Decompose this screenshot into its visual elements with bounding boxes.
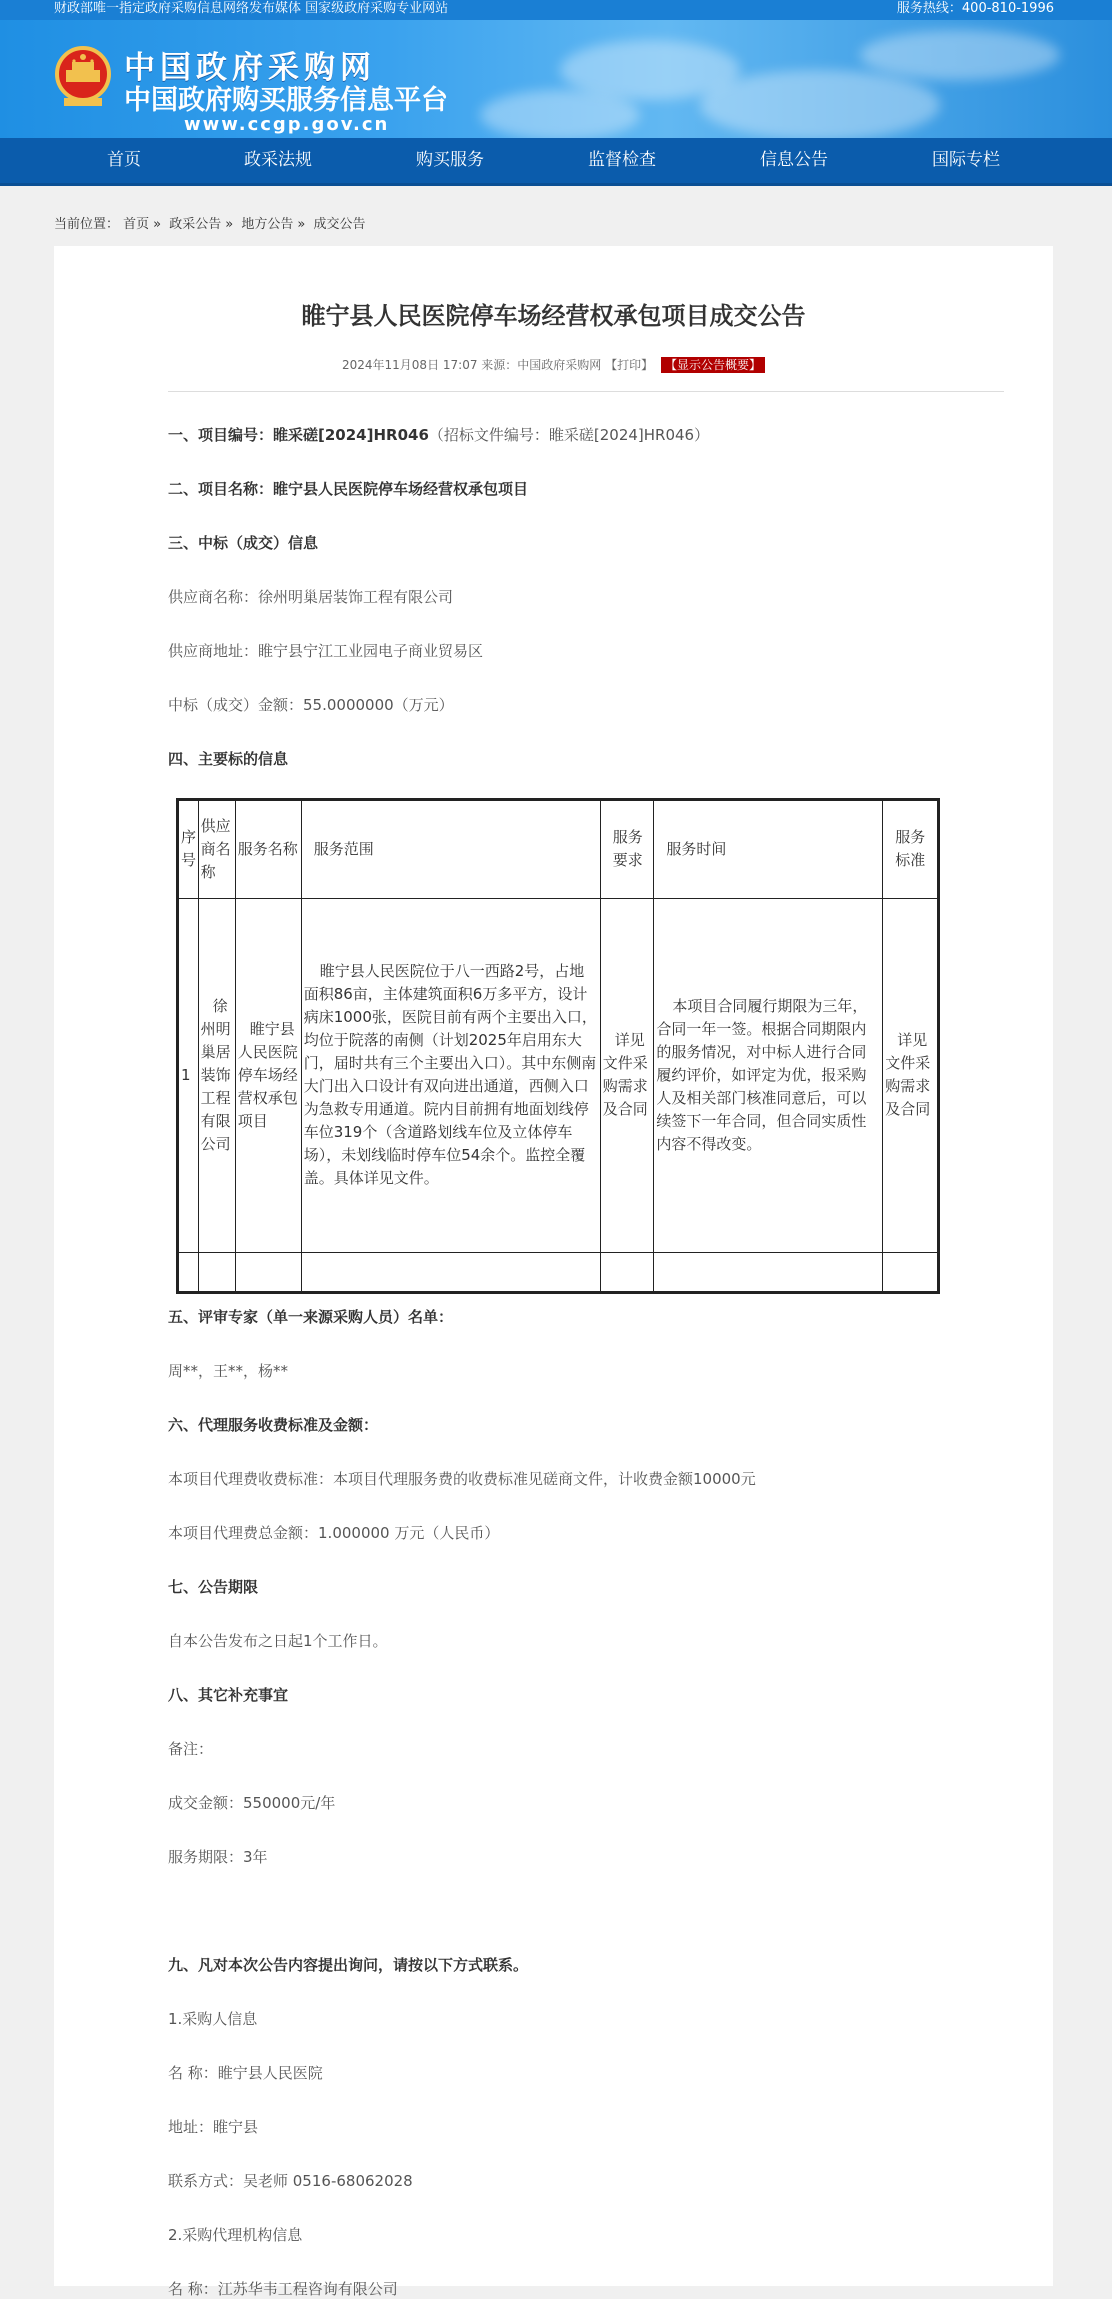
cell-supplier: 徐州明巢居装饰工程有限公司 (198, 898, 235, 1252)
empty-cell (178, 1252, 199, 1292)
cloud-decoration (700, 70, 940, 140)
top-strip (0, 0, 1112, 20)
project-name: 睢宁县人民医院停车场经营权承包项目 (273, 480, 529, 498)
remark-label: 备注： (168, 1740, 214, 1758)
purchaser-contact: 联系方式：吴老师 0516-68062028 (168, 2172, 413, 2190)
section-8-heading: 八、其它补充事宜 (168, 1686, 289, 1704)
print-link[interactable]: 【打印】 (605, 358, 654, 372)
th-index: 序号 (178, 800, 199, 899)
site-banner (0, 20, 1112, 138)
announcement-period: 自本公告发布之日起1个工作日。 (168, 1632, 388, 1650)
national-emblem-icon (52, 44, 114, 110)
breadcrumb-separator: » (153, 217, 162, 232)
section-6-heading: 六、代理服务收费标准及金额： (168, 1416, 379, 1434)
s1-label: 一、项目编号： (168, 426, 274, 444)
section-2 (168, 478, 528, 499)
th-standard: 服务标准 (883, 800, 939, 899)
section-9-heading: 九、凡对本次公告内容提出询问，请按以下方式联系。 (168, 1956, 529, 1974)
site-url: www.ccgp.gov.cn (184, 114, 390, 135)
cell-scope: 睢宁县人民医院位于八一西路2号，占地面积86亩，主体建筑面积6万多平方，设计病床1000张，医院目前有两个主要出入口，均位于院落的南侧（计划2025年启用东大门，届时共有三个主要出入口）。其中东侧南大门出入口设计有双向进出通道，西侧入口为急救专用通道。院内目前拥有地面划线停车位319个（含道路划线车位及立体停车场），未划线临时停车位54余个。监控全覆盖。具体详见文件。 (301, 898, 600, 1252)
empty-cell (301, 1252, 600, 1292)
breadcrumb-prefix: 当前位置： (54, 217, 120, 232)
nav-supervision[interactable]: 监督检查 (588, 150, 656, 170)
title-divider (168, 391, 1004, 392)
nav-announcements[interactable]: 信息公告 (760, 150, 828, 170)
breadcrumb-deal[interactable]: 成交公告 (313, 217, 366, 232)
nav-purchase-services[interactable]: 购买服务 (416, 150, 484, 170)
site-subtitle: 中国政府购买服务信息平台 (124, 85, 448, 116)
th-scope: 服务范围 (301, 800, 600, 899)
breadcrumb-home[interactable]: 首页 (123, 217, 150, 232)
breadcrumb-separator: » (225, 217, 234, 232)
section-7-heading: 七、公告期限 (168, 1578, 259, 1596)
nav-home[interactable]: 首页 (107, 150, 141, 170)
hotline: 服务热线：400-810-1996 (896, 1, 1054, 16)
breadcrumb-procurement[interactable]: 政采公告 (169, 217, 222, 232)
meta-source: 来源：中国政府采购网 (481, 358, 602, 372)
nav-international[interactable]: 国际专栏 (932, 150, 1000, 170)
th-requirement: 服务要求 (600, 800, 654, 899)
supplier-address: 供应商地址：睢宁县宁江工业园电子商业贸易区 (168, 642, 484, 660)
breadcrumb-local[interactable]: 地方公告 (241, 217, 294, 232)
purchaser-name: 名 称：睢宁县人民医院 (168, 2064, 323, 2082)
cell-index: 1 (178, 898, 199, 1252)
show-summary-button[interactable]: 【显示公告概要】 (661, 357, 765, 373)
article-meta (54, 356, 1053, 373)
deal-amount-line: 中标（成交）金额：55.0000000（万元） (168, 696, 454, 714)
table-header-row (178, 800, 939, 899)
project-number: 睢采磋[2024]HR046 (273, 426, 429, 444)
service-term: 服务期限：3年 (168, 1848, 268, 1866)
cloud-decoration (480, 90, 640, 140)
th-time: 服务时间 (654, 800, 883, 899)
section-4-heading: 四、主要标的信息 (168, 750, 289, 768)
breadcrumb-separator: » (297, 217, 306, 232)
empty-cell (198, 1252, 235, 1292)
breadcrumb (54, 213, 366, 232)
section-3-heading: 三、中标（成交）信息 (168, 534, 319, 552)
site-name: 中国政府采购网 (124, 50, 376, 86)
section-5-heading: 五、评审专家（单一来源采购人员）名单： (168, 1308, 454, 1326)
fee-standard: 本项目代理费收费标准：本项目代理服务费的收费标准见磋商文件，计收费金额10000元 (168, 1470, 756, 1488)
agency-name: 名 称：江苏华韦工程咨询有限公司 (168, 2280, 398, 2298)
empty-cell (654, 1252, 883, 1292)
cell-time: 本项目合同履行期限为三年，合同一年一签。根据合同期限内的服务情况，对中标人进行合同履约评价，如评定为优，报采购人及相关部门核准同意后，可以续签下一年合同，但合同实质性内容不得改变。 (654, 898, 883, 1252)
cell-standard: 详见文件采购需求及合同 (883, 898, 939, 1252)
fee-total: 本项目代理费总金额：1.000000 万元（人民币） (168, 1524, 500, 1542)
cell-service-name: 睢宁县人民医院停车场经营权承包项目 (235, 898, 301, 1252)
th-service-name: 服务名称 (235, 800, 301, 899)
top-strip-slogan: 财政部唯一指定政府采购信息网络发布媒体 国家级政府采购专业网站 (54, 1, 449, 16)
subject-table (176, 798, 940, 1294)
nav-policy[interactable]: 政采法规 (244, 150, 312, 170)
meta-date: 2024年11月08日 17:07 (341, 358, 478, 372)
agency-info-title: 2.采购代理机构信息 (168, 2226, 303, 2244)
s2-label: 二、项目名称： (168, 480, 274, 498)
cell-requirement: 详见文件采购需求及合同 (600, 898, 654, 1252)
empty-cell (235, 1252, 301, 1292)
article-title: 睢宁县人民医院停车场经营权承包项目成交公告 (301, 302, 806, 330)
cloud-decoration (860, 30, 1060, 80)
table-empty-row (178, 1252, 939, 1292)
deal-amount-annual: 成交金额：550000元/年 (168, 1794, 336, 1812)
table-row (178, 898, 939, 1252)
main-nav (0, 138, 1112, 186)
supplier-name: 供应商名称：徐州明巢居装饰工程有限公司 (168, 588, 454, 606)
empty-cell (600, 1252, 654, 1292)
empty-cell (883, 1252, 939, 1292)
th-supplier: 供应商名称 (198, 800, 235, 899)
purchaser-info-title: 1.采购人信息 (168, 2010, 258, 2028)
experts-list: 周**，王**，杨** (168, 1362, 289, 1380)
section-1 (168, 424, 709, 445)
tender-doc-number: （招标文件编号：睢采磋[2024]HR046） (428, 426, 710, 444)
purchaser-address: 地址：睢宁县 (168, 2118, 259, 2136)
